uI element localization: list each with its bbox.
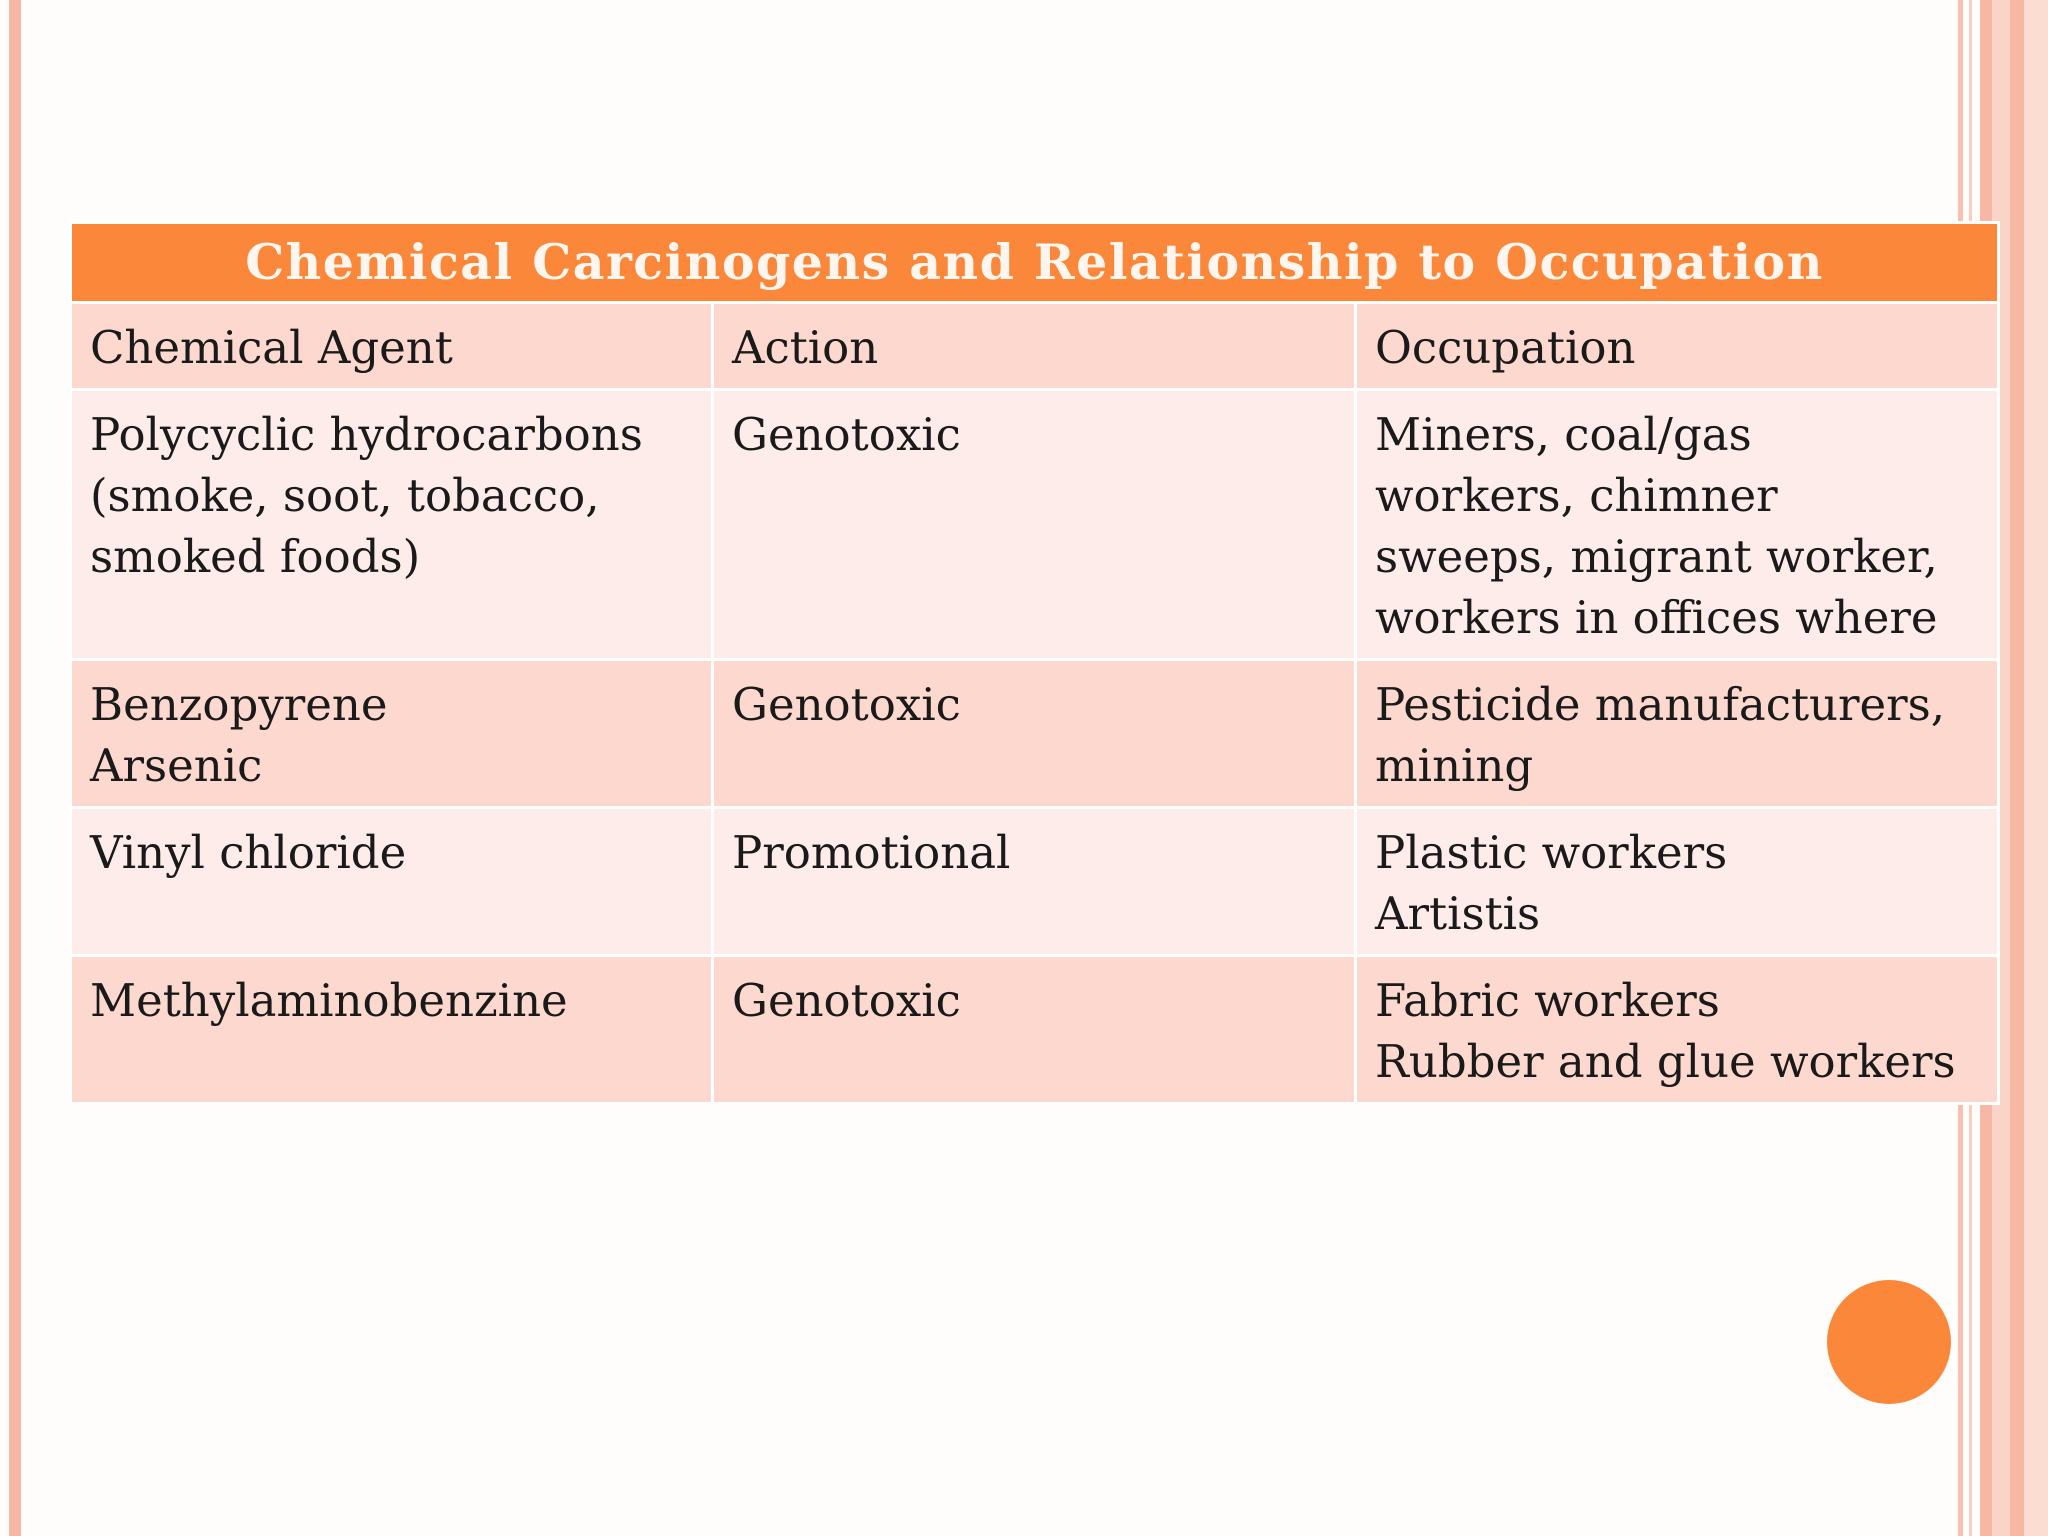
agent-cell (71, 808, 713, 956)
occupation-line: mining (1375, 739, 1534, 792)
table-title-row (71, 223, 1999, 303)
column-header-occupation: Occupation (1356, 303, 1999, 390)
right-decorative-stripe (2010, 0, 2024, 1536)
table-row (71, 390, 1999, 660)
action-line: Promotional (732, 826, 1011, 879)
occupation-line: Miners, coal/gas (1375, 408, 1752, 461)
action-cell (713, 808, 1356, 956)
column-header-action: Action (713, 303, 1356, 390)
table-row (71, 660, 1999, 808)
action-line: Genotoxic (732, 974, 961, 1027)
agent-line: (smoke, soot, tobacco, (90, 469, 600, 522)
action-cell (713, 390, 1356, 660)
left-decorative-stripe (9, 0, 21, 1536)
action-cell (713, 660, 1356, 808)
agent-line: Arsenic (90, 739, 263, 792)
agent-line: Polycyclic hydrocarbons (90, 408, 643, 461)
occupation-cell (1356, 390, 1999, 660)
action-cell (713, 956, 1356, 1104)
orange-circle-icon (1827, 1280, 1951, 1404)
occupation-line: sweeps, migrant worker, (1375, 530, 1938, 583)
carcinogens-table (69, 221, 2000, 1105)
table-title: Chemical Carcinogens and Relationship to Occupation (71, 223, 1999, 303)
agent-line: Vinyl chloride (90, 826, 407, 879)
occupation-cell (1356, 808, 1999, 956)
table-row (71, 808, 1999, 956)
occupation-line: Pesticide manufacturers, (1375, 678, 1946, 731)
occupation-line: workers in offices where (1375, 591, 1938, 644)
occupation-cell (1356, 660, 1999, 808)
table-header-row (71, 303, 1999, 390)
occupation-line: Plastic workers (1375, 826, 1728, 879)
right-decorative-stripe (2024, 0, 2048, 1536)
occupation-line: Fabric workers (1375, 974, 1720, 1027)
occupation-line: workers, chimner (1375, 469, 1778, 522)
action-line: Genotoxic (732, 408, 961, 461)
occupation-line: Rubber and glue workers (1375, 1035, 1956, 1088)
column-header-chemical-agent: Chemical Agent (71, 303, 713, 390)
agent-cell (71, 660, 713, 808)
agent-cell (71, 390, 713, 660)
occupation-cell (1356, 956, 1999, 1104)
agent-line: smoked foods) (90, 530, 421, 583)
occupation-line: Artistis (1375, 887, 1541, 940)
action-line: Genotoxic (732, 678, 961, 731)
table-row (71, 956, 1999, 1104)
agent-line: Methylaminobenzine (90, 974, 568, 1027)
agent-line: Benzopyrene (90, 678, 388, 731)
agent-cell (71, 956, 713, 1104)
